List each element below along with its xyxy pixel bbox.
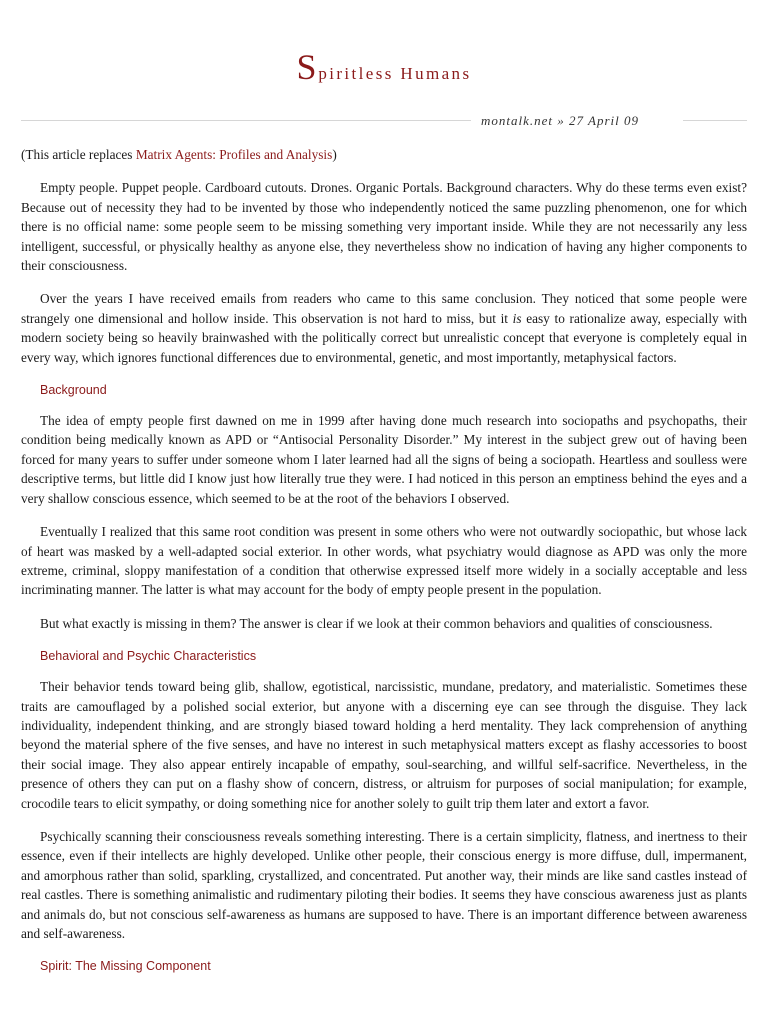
title-initial: S <box>296 47 319 87</box>
title-rest: piritless Humans <box>318 64 472 83</box>
replacement-note <box>21 145 747 164</box>
article-page <box>21 0 747 974</box>
heading-background: Background <box>40 383 107 398</box>
byline-rule-right <box>683 120 747 121</box>
article-body <box>21 145 747 987</box>
paragraph-7: Psychically scanning their consciousness reveals something interesting. There is a certain simplicity, flatness, and inertness to their essence, even if their intellects are highly developed. Unlike other people, their conscious energy is more diffuse, dull, impermanent, and amorphous rather than solid, sparkling, crystallized, and concentrated. Put another way, their minds are like sand castles instead of real castles. There is something animalistic and rudimentary piloting their bodies. It seems they have conscious awareness just as plants and animals do, but not conscious self-awareness as humans are supposed to have. There is an important difference between awareness and self-awareness. <box>21 828 747 941</box>
byline: montalk.net » 27 April 09 <box>481 113 640 128</box>
byline-row <box>21 113 747 129</box>
paragraph-5: But what exactly is missing in them? The answer is clear if we look at their common behaviors and qualities of consciousness. <box>40 615 713 631</box>
paragraph-2-part-b: easy to rationalize away, especially with modern society being so heavily brainwashed with the politically correct but unrealistic concept that everyone is completely equal in every way, which ignores functional differences due to environmental, genetic, and most importantly, metaphysical factors. <box>21 310 747 365</box>
paragraph-4: Eventually I realized that this same root condition was present in some others who were not outwardly sociopathic, but whose lack of heart was masked by a well-adapted social exterior. In other words, what psychiatry would diagnose as APD was only the more extreme, criminal, sloppy manifestation of a condition that otherwise expressed itself more widely in a socially acceptable and less incriminating manner. The latter is what may account for the body of empty people present in the population. <box>21 524 747 598</box>
heading-behavioral: Behavioral and Psychic Characteristics <box>40 649 257 664</box>
paragraph-1: Empty people. Puppet people. Cardboard cutouts. Drones. Organic Portals. Background characters. Why do these terms even exist? Because out of necessity they had to be invented by those who independently noticed the same puzzling phenomenon, one for which there is no official name: some people seem to be missing something very important inside. While they are not necessarily any less intelligent, successful, or physically healthy as anyone else, they nevertheless show no indication of having any higher components to their consciousness. <box>21 180 747 274</box>
paragraph-3: The idea of empty people first dawned on me in 1999 after having done much research into sociopaths and psychopaths, their condition being medically known as APD or “Antisocial Personality Disorder.” My interest in the subject grew out of having been forced for many years to suffer under someone whom I later learned had all the signs of being a sociopath. Heartless and soulless were descriptive terms, but little did I know just how literally true they were. I had noticed in this person an emptiness behind the eyes and a very shallow conscious essence, which seemed to be at the root of the behaviors I observed. <box>21 413 747 506</box>
heading-spirit: Spirit: The Missing Component <box>40 959 211 974</box>
byline-rule-left <box>21 120 471 121</box>
matrix-agents-link[interactable]: Matrix Agents: Profiles and Analysis <box>135 147 333 162</box>
page-title <box>21 46 747 88</box>
note-suffix: ) <box>332 147 337 162</box>
note-prefix: (This article replaces <box>21 147 136 162</box>
paragraph-2-emphasis: is <box>512 310 522 326</box>
paragraph-2-part-a: Over the years I have received emails from readers who came to this same conclusion. They noticed that some people were strangely one dimensional and hollow inside. This observation is not hard to miss, but it <box>21 291 747 326</box>
paragraph-6: Their behavior tends toward being glib, shallow, egotistical, narcissistic, mundane, predatory, and materialistic. Sometimes these traits are camouflaged by a polished social exterior, but anyone with a discerning eye can see through the disguise. They lack individuality, independent thinking, and are strongly biased toward holding a herd mentality. They lack comprehension of anything beyond the material sphere of the five senses, and have no interest in such metaphysical matters except as flashy accessories to boost their social image. They also appear entirely incapable of empathy, soul-searching, and willful self-sacrifice. Nevertheless, in the presence of others they can put on a flashy show of concern, distress, or altruism for purposes of social manipulation; for example, crocodile tears to elicit sympathy, or doing something nice for another solely to guilt trip them later and extort a favor. <box>21 679 747 811</box>
paragraph-2 <box>21 289 747 367</box>
